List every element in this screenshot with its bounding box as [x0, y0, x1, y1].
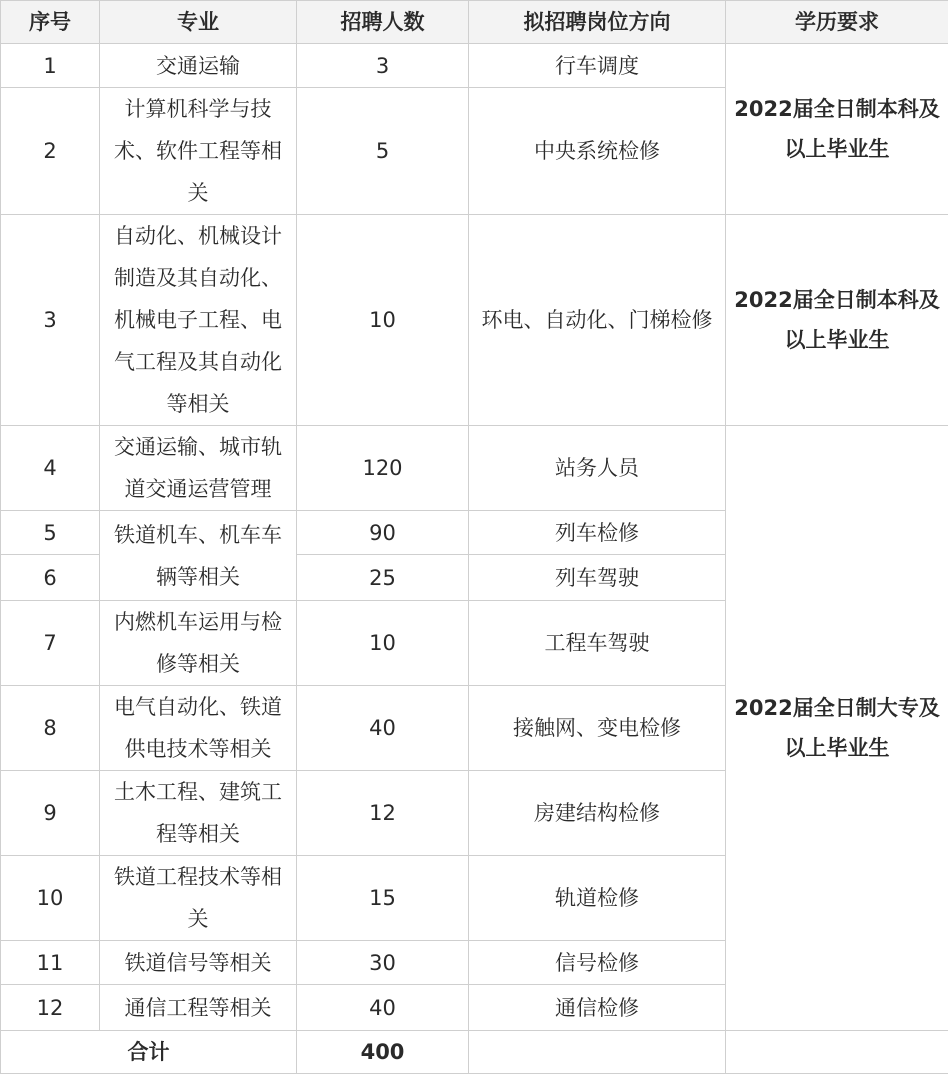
row-no: 4 — [1, 426, 100, 511]
row-no: 7 — [1, 601, 100, 686]
row-major: 计算机科学与技术、软件工程等相关 — [100, 88, 297, 215]
row-no: 8 — [1, 686, 100, 771]
row-major: 铁道信号等相关 — [100, 941, 297, 985]
row-position: 轨道检修 — [469, 856, 726, 941]
row-major: 铁道工程技术等相关 — [100, 856, 297, 941]
row-no: 9 — [1, 771, 100, 856]
row-major: 通信工程等相关 — [100, 985, 297, 1031]
header-major: 专业 — [100, 1, 297, 44]
row-count: 15 — [297, 856, 469, 941]
row-major: 交通运输 — [100, 44, 297, 88]
row-count: 10 — [297, 601, 469, 686]
row-count: 120 — [297, 426, 469, 511]
row-count: 25 — [297, 555, 469, 601]
total-empty-education — [726, 1031, 948, 1074]
header-position: 拟招聘岗位方向 — [469, 1, 726, 44]
row-position: 接触网、变电检修 — [469, 686, 726, 771]
row-position: 行车调度 — [469, 44, 726, 88]
row-count: 10 — [297, 215, 469, 426]
row-count: 5 — [297, 88, 469, 215]
header-count: 招聘人数 — [297, 1, 469, 44]
education-requirement: 2022届全日制本科及以上毕业生 — [726, 215, 948, 426]
header-row — [1, 1, 948, 44]
row-count: 3 — [297, 44, 469, 88]
row-no: 1 — [1, 44, 100, 88]
row-no: 3 — [1, 215, 100, 426]
row-position: 环电、自动化、门梯检修 — [469, 215, 726, 426]
row-count: 40 — [297, 985, 469, 1031]
total-label: 合计 — [1, 1031, 297, 1074]
row-position: 站务人员 — [469, 426, 726, 511]
header-no: 序号 — [1, 1, 100, 44]
table-row — [1, 215, 948, 426]
row-position: 列车检修 — [469, 511, 726, 555]
row-no: 2 — [1, 88, 100, 215]
row-count: 90 — [297, 511, 469, 555]
row-major: 自动化、机械设计制造及其自动化、机械电子工程、电气工程及其自动化等相关 — [100, 215, 297, 426]
row-position: 房建结构检修 — [469, 771, 726, 856]
row-no: 11 — [1, 941, 100, 985]
total-empty-position — [469, 1031, 726, 1074]
row-no: 6 — [1, 555, 100, 601]
row-no: 5 — [1, 511, 100, 555]
row-count: 40 — [297, 686, 469, 771]
table-row — [1, 426, 948, 511]
row-no: 12 — [1, 985, 100, 1031]
total-row — [1, 1031, 948, 1074]
row-major: 土木工程、建筑工程等相关 — [100, 771, 297, 856]
row-major: 内燃机车运用与检修等相关 — [100, 601, 297, 686]
row-position: 中央系统检修 — [469, 88, 726, 215]
row-major: 交通运输、城市轨道交通运营管理 — [100, 426, 297, 511]
header-education: 学历要求 — [726, 1, 948, 44]
row-position: 信号检修 — [469, 941, 726, 985]
education-requirement: 2022届全日制本科及以上毕业生 — [726, 44, 948, 215]
row-position: 列车驾驶 — [469, 555, 726, 601]
total-count: 400 — [297, 1031, 469, 1074]
row-major: 铁道机车、机车车辆等相关 — [100, 511, 297, 601]
education-requirement: 2022届全日制大专及以上毕业生 — [726, 426, 948, 1031]
row-no: 10 — [1, 856, 100, 941]
row-position: 通信检修 — [469, 985, 726, 1031]
table-row — [1, 44, 948, 88]
row-count: 30 — [297, 941, 469, 985]
row-count: 12 — [297, 771, 469, 856]
row-major: 电气自动化、铁道供电技术等相关 — [100, 686, 297, 771]
row-position: 工程车驾驶 — [469, 601, 726, 686]
